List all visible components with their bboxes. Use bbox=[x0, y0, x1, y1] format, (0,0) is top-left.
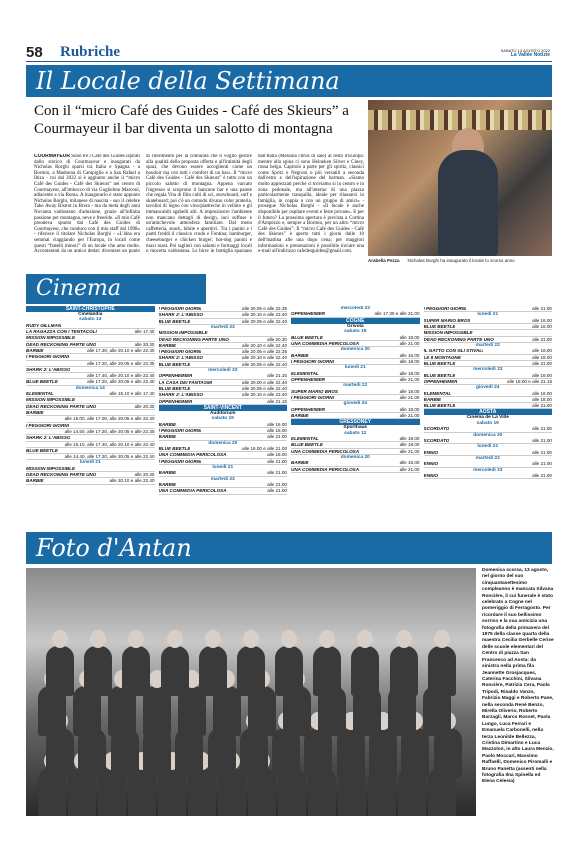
showtime: alle 16.00 bbox=[532, 390, 552, 396]
foto-caption: Domenica scorsa, 13 agosto, nel giorno del suo cinquantasettesimo compleanno è mancata Silvana Roncière, il cui funerale è stato celebrato a Cogne nel pomeriggio di Ferragosto. Per ricordare il suo bellissimo sorriso e la sua amicizia una fotografia della primavera del 1975 della classe quarta della maestra Cecilia Gerbelle Cerise delle scuole elementari del Centro di piazza San Francesco ad Aosta: da sinistra nella prima fila Jeannette Grosjacques, Caterina Facchini, Silvana Roncière, Patrizia Cera, Paola Tripodi, Rinaldo Vanzo, Fabrizio Maggi e Roberto Pane, nella seconda Renè Benzo, Mirella Oliverio, Roberto Barzagli, Marco Rosset, Paola Lungo, Luca Ferrari e Emanuela Carbonelli, nella terza Leonilde Bellezza, Cristina Dimartino e Luca Mazzolon, in alto Laura Menzio, Paolo Moccari, Massimo Raffaelli, Domenico Piromalli e Bruno Panetta (assenti nella fotografia Ilna Spinella ed Elena Celesia) bbox=[482, 568, 554, 785]
showtime: alle 18.00 bbox=[532, 396, 552, 402]
cinema-town: GRESSONEY bbox=[291, 419, 420, 425]
film-title: BLUE BEETLE bbox=[291, 334, 323, 340]
venue-name: Grivola bbox=[346, 323, 364, 329]
showtime: alle 21.00 bbox=[532, 336, 552, 342]
film-title: SCORDATO bbox=[423, 438, 450, 443]
child-figure bbox=[46, 646, 74, 696]
listing-column-3 bbox=[291, 306, 420, 528]
section-title: Rubriche bbox=[60, 44, 120, 60]
listing-day: martedì 22 bbox=[210, 324, 235, 330]
listing-day: lunedì 21 bbox=[79, 460, 101, 466]
showtime: alle 21.00 bbox=[532, 461, 552, 467]
listing-day: martedì 22 bbox=[475, 456, 500, 461]
film-title: ELEMENTAL bbox=[26, 391, 54, 397]
showtime: alle 20.10 e alle 22.40 bbox=[242, 312, 287, 318]
listing-day: sabato 19 bbox=[344, 329, 367, 335]
film-title: DEAD RECKONING PARTE UNO bbox=[26, 472, 97, 478]
child-figure bbox=[275, 646, 303, 696]
showtime: alle 20.00 e alle 22.40 bbox=[242, 379, 287, 385]
showtime: alle 16.00 bbox=[399, 460, 420, 466]
showtime: alle 17.30 e alle 21.00 bbox=[374, 311, 420, 317]
showtime: alle 21.00 bbox=[399, 448, 420, 454]
listing-day: martedì 22 bbox=[210, 476, 235, 482]
showtime: alle 17.20, alle 20.05 e alle 22.35 bbox=[87, 360, 155, 366]
showtime: alle 18.00 bbox=[399, 406, 420, 412]
listing-column-1 bbox=[26, 306, 155, 528]
showtime: alle 21.00 bbox=[532, 403, 552, 409]
film-title: SHARK 2: L'ABISSO bbox=[158, 355, 203, 361]
film-title: ELEMENTAL bbox=[291, 435, 319, 441]
film-title: BARBIE bbox=[158, 482, 177, 488]
showtime: alle 21.00 bbox=[399, 394, 420, 400]
showtime-row bbox=[424, 473, 553, 479]
showtime: alle 17.40 bbox=[134, 329, 155, 335]
showtime: alle 16.00 bbox=[532, 348, 552, 354]
showtime-row bbox=[26, 478, 155, 484]
listing-day: giovedì 24 bbox=[476, 385, 500, 391]
venue-name: Cinéma de La Ville bbox=[466, 415, 509, 421]
showtime: alle 18.00 bbox=[399, 435, 420, 441]
film-title: BARBIE bbox=[158, 470, 177, 476]
bottle-shelf bbox=[368, 110, 552, 130]
showtime: alle 21.00 bbox=[532, 438, 552, 443]
showtime: alle 16.00 bbox=[267, 421, 287, 427]
child-figure bbox=[237, 646, 265, 696]
child-face bbox=[167, 630, 183, 648]
listing-day: lunedì 21 bbox=[477, 312, 499, 318]
showtime: alle 21.00 bbox=[399, 466, 420, 472]
child-face bbox=[205, 630, 221, 648]
venue-name: Cinelandia bbox=[78, 312, 103, 317]
film-title: SHARK 2: L'ABISSO bbox=[158, 392, 203, 398]
film-title: UNA COMMEDIA PERICOLOSA bbox=[158, 488, 227, 494]
child-figure bbox=[161, 646, 189, 696]
cinema-town: COGNE bbox=[291, 318, 420, 324]
showtime: alle 15.00, alle 17.00, alle 20.05 e alle 22.40 bbox=[64, 416, 155, 422]
article-text: Sono tre i Café des Guides ispirati dallo storico di Courmayeur e inaugurati da Nicholas Borghi sparsi tra Italia e Spagna - a Bormio, a Madonna di Campiglio e a San Rafael a Ibiza - cui dal 2022 si è aggiunto anche il “micro Café des Guides - Café des Skieurs” nel centro di Courmayeur, all'imbocco di via Guglielmo Marconi, adiacente a via Roma. A inaugurarlo è stato appunto Nicholas Borghi, milanese di nascita - suo il celebre Take Away Bistrot in Brera - ma da metà degli anni Novanta valdostano d'adozione, grazie all'infinita passione per montagna, neve e freeride. «Il mio Café prendeva spunto dal Café des Guides di Courmayeur, che conduco con il mio staff dal 1998» - riferisce il titolare Nicholas Borghi - «L'idea era semmai viaggiando per l'Europa, in locali come questi “fratelli minori” di un locale che amo molto. Accontentati da un antico dettat: diventare un punto di riferimento per la comunità che li voglio gestire alla qualità della proposta offerta e all'intimità degli spazi, che devono essere accoglienti come un boudoir ma con tutti i comfort di un bar». Il “micro Café des Guides - Café des Skieurs” è tutto con un piccolo salotto di montagna. Appena varcato l'ingresso si scoprono il bancone bar e una parete che regala Vita di film culti di sci, snowboard, surf e skateboard; poi c'è un comodo divano color prateria, tavolini di legno con vino/piattreche in velluto e gli immancabili sgabelli alti. A impreziosire l'ambiente non mancano dettagli di design, luci soffuse e un'amichevole atmosfera familiare. Dal menu caffetteria, snack, bibite e aperitivi. Tra i panini e i piatti freddi il classico crudo e Fontina; hamburger, cheeseburger e chicken burger; hot-dog panini e maxi toast. Poi taglieri con salumi e formaggi locali o mocetta valdostana. Le birre in bottiglia spaziano dall'Italia (Messina citrus di sale) al resto d'Europa: mentre alla spina ci sono Heineken Silver e Ciney, rossa belga. Capitolo a parte per gli spiritz, classici come Spritz e Negroni o più versatili a seconda dall'estro e dell'ispirazione del barman. «Siamo molto apprezzati perché ci troviamo si in centro e in zona pedonale, ma all'interno di una piazza particolarmente tranquilla, ideale per rilassarsi in famiglia, in coppia o con un gruppo di amici» - prosegue Nicholas Borghi - «Il locale è anche disponibile per ospitare eventi e feste private». E per il futuro? La prossima apertura è prevista a Cortina d'Ampezzo e, sempre a Bormio, per un altro “micro Café des Guides”. Il “micro Café des Guides - Café des Skieurs” è aperto tutti i giorni dalle 10 dell'mattina alle una dopo cena; per maggiori informazioni e prenotazioni è possibile inviare una e-mail all'indirizzo cafedesguides@gmail.com. bbox=[34, 154, 364, 255]
film-title: SCORDATO bbox=[423, 426, 450, 432]
showtime: alle 18.00 bbox=[399, 388, 420, 394]
showtime: alle 20.30 bbox=[134, 403, 155, 409]
listing-day: domenica 20 bbox=[340, 454, 370, 460]
film-title: I PEGGIORI GIORNI bbox=[291, 394, 334, 400]
listing-day: sabato 19 bbox=[476, 420, 499, 426]
film-title: BLUE BEETLE bbox=[26, 379, 58, 385]
showtime: alle 20.10 e alle 22.40 bbox=[242, 342, 287, 348]
page-number: 58 bbox=[26, 44, 43, 61]
showtime: alle 18.00 bbox=[399, 334, 420, 340]
paper-name: La Vallée Notizie bbox=[510, 52, 550, 58]
film-title: OPPENHEIMER bbox=[158, 398, 193, 404]
showtime: alle 21.00 bbox=[267, 482, 287, 488]
photo-credit: Arabella Pezza bbox=[368, 258, 400, 263]
locale-headline: Con il “micro Café des Guides - Café des Skieurs” a Courmayeur il bar diventa un salotto di montagna bbox=[34, 103, 349, 137]
film-title: BLUE BEETLE bbox=[291, 442, 323, 448]
showtime: alle 16.00 e alle 21.00 bbox=[242, 446, 287, 452]
film-title: DEAD RECKONING PARTE UNO bbox=[26, 403, 97, 409]
person-body bbox=[438, 150, 498, 256]
film-title: BARBIE bbox=[158, 342, 177, 348]
film-title: BLUE BEETLE bbox=[423, 360, 456, 366]
film-title: BLUE BEETLE bbox=[158, 361, 191, 367]
showtime: alle 20.30 bbox=[267, 336, 287, 342]
film-title: RUDY GILLMAN bbox=[26, 322, 62, 328]
film-title: UNA COMMEDIA PERICOLOSA bbox=[291, 466, 360, 472]
film-title: I PEGGIORI GIORNI bbox=[158, 428, 202, 434]
listing-day: giovedì 24 bbox=[343, 401, 367, 407]
page-header bbox=[0, 0, 580, 61]
listing-day: mercoledì 23 bbox=[208, 368, 238, 374]
showtime: alle 14.50, alle 17.20, alle 20.05 e alle 22.35 bbox=[64, 428, 155, 434]
film-title: I PEGGIORI GIORNI bbox=[26, 422, 69, 428]
film-title: I PEGGIORI GIORNI bbox=[158, 306, 202, 311]
showtime: alle 18.00 bbox=[532, 324, 552, 329]
child-face bbox=[90, 630, 106, 648]
film-title: BARBIE bbox=[423, 396, 442, 402]
bar-photo bbox=[368, 100, 552, 256]
issue-date: SABATO 13 AGOSTO 2022 bbox=[500, 48, 550, 53]
film-title: MISSION IMPOSSIBLE bbox=[26, 397, 76, 403]
listing-day: lunedì 21 bbox=[344, 365, 366, 371]
film-title: MISSION IMPOSSIBLE bbox=[423, 330, 473, 336]
film-title: ELEMENTAL bbox=[423, 390, 452, 396]
showtime: alle 15.10, alle 17.40, alle 20.10 e alle 22.40 bbox=[64, 441, 155, 447]
film-title: BLUE BEETLE bbox=[158, 386, 191, 392]
listing-column-4 bbox=[424, 306, 553, 528]
child-face bbox=[319, 630, 335, 648]
child-face bbox=[243, 630, 259, 648]
film-title: UNA COMMEDIA PERICOLOSA bbox=[291, 340, 360, 346]
showtime: alle 14.40, alle 17.20, alle 20.05 e alle 22.40 bbox=[64, 454, 155, 460]
cinema-town: AOSTA bbox=[424, 409, 553, 415]
child-figure bbox=[199, 646, 227, 696]
showtime: alle 20.30 bbox=[134, 472, 155, 478]
film-title: BARBIE bbox=[26, 410, 44, 416]
listing-day: domenica 20 bbox=[473, 432, 503, 438]
showtime: alle 18.00 bbox=[267, 428, 287, 434]
showtime: alle 18.00 bbox=[267, 452, 287, 458]
film-title: SHARK 2: L'ABISSO bbox=[158, 312, 203, 318]
film-title: OPPENHEIMER bbox=[158, 373, 193, 379]
film-title: LE 8 MONTAGNE bbox=[423, 354, 461, 360]
listing-day: sabato 12 bbox=[344, 430, 367, 436]
cinema-band: Cinema bbox=[26, 274, 206, 304]
film-title: UNA COMMEDIA PERICOLOSA bbox=[291, 448, 360, 454]
child-figure bbox=[390, 646, 418, 696]
showtime: alle 21.00 bbox=[399, 376, 420, 382]
showtime: alle 16.00 bbox=[532, 317, 552, 323]
film-title: BLUE BEETLE bbox=[423, 403, 456, 409]
showtime: alle 20.10 e alle 22.40 bbox=[242, 392, 287, 398]
venue-name: Auditorium bbox=[209, 410, 236, 416]
film-title: OPPENHEIMER bbox=[291, 376, 325, 382]
listing-day: domenica 14 bbox=[75, 385, 105, 391]
child-face bbox=[281, 630, 297, 648]
cinema-town: SAINT-VINCENT bbox=[159, 405, 288, 411]
caption-text: Nicholas Borghi ha inaugurato il locale lo scorso anno bbox=[407, 258, 515, 263]
showtime: alle 20.10 e alle 22.40 bbox=[109, 478, 155, 484]
listing-day: mercoledì 23 bbox=[340, 306, 370, 311]
film-title: BARBIE bbox=[291, 412, 309, 418]
showtime: alle 20.05 e alle 22.40 bbox=[242, 361, 287, 367]
cinema-town: SAINT-CHRISTOPHE bbox=[26, 306, 155, 312]
child-figure bbox=[313, 646, 341, 696]
film-title: BLUE BEETLE bbox=[423, 372, 456, 378]
film-title: DEAD RECKONING PARTE UNO bbox=[26, 341, 97, 347]
film-title: DEAD RECKONING PARTE UNO bbox=[158, 336, 229, 342]
showtime: alle 18.00 bbox=[532, 354, 552, 360]
photo-caption bbox=[368, 258, 552, 263]
listing-day: lunedì 21 bbox=[477, 444, 499, 450]
film-title: ENNIO bbox=[423, 449, 439, 455]
film-title: I PEGGIORI GIORNI bbox=[423, 306, 467, 311]
showtime: alle 15.10 e alle 17.40 bbox=[109, 391, 155, 397]
showtime: alle 16.00 bbox=[532, 372, 552, 378]
film-title: BARBIE bbox=[158, 421, 177, 427]
showtime: alle 21.00 bbox=[532, 306, 552, 311]
showtime: alle 17.30, alle 20.10 e alle 22.40 bbox=[87, 348, 155, 353]
listing-day: martedì 22 bbox=[343, 383, 368, 389]
film-title: BARBIE bbox=[158, 434, 177, 440]
showtime: alle 21.00 bbox=[267, 434, 287, 440]
child-figure bbox=[122, 646, 150, 696]
film-title: SUPER MARIO BROS bbox=[291, 388, 338, 394]
film-title: I PEGGIORI GIORNI bbox=[158, 458, 202, 464]
showtime: alle 16.00 bbox=[399, 352, 420, 358]
showtime: alle 21.00 bbox=[399, 340, 420, 346]
film-title: BARBIE bbox=[26, 478, 44, 484]
showtime: alle 21.00 bbox=[399, 412, 420, 418]
locale-band: Il Locale della Settimana bbox=[26, 65, 552, 97]
listing-day: mercoledì 23 bbox=[473, 467, 503, 473]
film-title: I PEGGIORI GIORNI bbox=[26, 354, 69, 360]
film-title: SHARK 2: L'ABISSO bbox=[26, 366, 71, 372]
venue-name: Sporthaus bbox=[343, 425, 368, 431]
showtime: alle 21.00 bbox=[267, 458, 287, 464]
child-face bbox=[396, 630, 412, 648]
showtime: alle 20.10 e alle 22.40 bbox=[242, 355, 287, 361]
showtime: alle 20.30 bbox=[134, 341, 155, 347]
film-title: I PEGGIORI GIORNI bbox=[291, 358, 334, 364]
film-title: OPPENHEIMER bbox=[291, 406, 325, 412]
film-title: IL GATTO CON GLI STIVALI bbox=[423, 348, 484, 354]
child-face bbox=[52, 630, 68, 648]
showtime: alle 18.00 bbox=[399, 358, 420, 364]
class-photo bbox=[26, 568, 476, 816]
film-title: BLUE BEETLE bbox=[158, 318, 191, 324]
showtime: alle 21.00 bbox=[267, 488, 287, 494]
film-title: OPPENHEIMER bbox=[291, 311, 325, 317]
listing-day: domenica 20 bbox=[340, 347, 370, 353]
issue-info bbox=[501, 48, 550, 58]
showtime: alle 21.00 bbox=[532, 473, 552, 479]
film-title: MISSION IMPOSSIBLE bbox=[158, 330, 208, 336]
film-title: LA RAGAZZA CON I TENTACOLI bbox=[26, 329, 97, 335]
film-title: BARBIE bbox=[291, 460, 309, 466]
showtime: alle 18.00 bbox=[399, 370, 420, 376]
film-title: BLUE BEETLE bbox=[158, 446, 191, 452]
film-title: OPPENHEIMER bbox=[423, 378, 458, 384]
film-title: DEAD RECKONING PARTE UNO bbox=[423, 336, 494, 342]
locale-article bbox=[34, 154, 364, 264]
film-title: LA CASA DEI FANTASMI bbox=[158, 379, 212, 385]
listing-day: martedì 22 bbox=[475, 342, 500, 348]
listing-day: sabato 19 bbox=[211, 416, 234, 422]
listing-day: lunedì 21 bbox=[212, 464, 234, 470]
showtime: alle 17.20, alle 20.05 e alle 22.40 bbox=[87, 379, 155, 385]
child-figure bbox=[84, 646, 112, 696]
showtime: alle 20.05 e alle 22.40 bbox=[242, 318, 287, 324]
film-title: SUPER MARIO BROS bbox=[423, 317, 471, 323]
cinema-listings bbox=[26, 306, 552, 528]
film-title: ENNIO bbox=[423, 473, 439, 479]
film-title: MISSION IMPOSSIBLE bbox=[26, 335, 76, 341]
child-face bbox=[128, 630, 144, 648]
listing-day: mercoledì 23 bbox=[473, 367, 503, 373]
child-face bbox=[434, 630, 450, 648]
showtime: alle 18.00 e alle 21.15 bbox=[507, 378, 552, 384]
film-title: SHARK 2: L'ABISSO bbox=[26, 435, 71, 441]
child-figure bbox=[428, 646, 456, 696]
showtime: alle 18.00 bbox=[399, 442, 420, 448]
film-title: BARBIE bbox=[291, 352, 309, 358]
film-title: BLUE BEETLE bbox=[26, 447, 58, 453]
listing-day: sabato 13 bbox=[79, 317, 102, 323]
header-rule bbox=[26, 61, 552, 62]
showtime: alle 20.05 e alle 22.40 bbox=[242, 386, 287, 392]
showtime-row bbox=[291, 467, 420, 473]
film-title: BARBIE bbox=[26, 348, 44, 353]
listing-column-2 bbox=[159, 306, 288, 528]
film-title: ELEMENTAL bbox=[291, 370, 319, 376]
showtime: alle 20.05 e alle 22.35 bbox=[242, 349, 287, 355]
showtime: alle 21.00 bbox=[267, 470, 287, 476]
child-figure bbox=[351, 646, 379, 696]
showtime: alle 21.00 bbox=[532, 426, 552, 432]
dateline: COURMAYEUR bbox=[34, 154, 70, 159]
foto-band: Foto d'Antan bbox=[26, 532, 552, 564]
showtime: alle 17.40, alle 20.10 e alle 22.40 bbox=[87, 373, 155, 379]
showtime-row bbox=[159, 488, 288, 494]
showtime: alle 21.15 bbox=[267, 373, 287, 379]
film-title: I PEGGIORI GIORNI bbox=[158, 349, 202, 355]
showtime: alle 21.00 bbox=[532, 449, 552, 455]
child-face bbox=[357, 630, 373, 648]
film-title: UNA COMMEDIA PERICOLOSA bbox=[158, 452, 227, 458]
film-title: MISSION IMPOSSIBLE bbox=[26, 465, 76, 471]
film-title: ENNIO bbox=[423, 461, 439, 467]
showtime: alle 20.05 e alle 22.35 bbox=[242, 306, 287, 311]
showtime: alle 21.15 bbox=[267, 398, 287, 404]
showtime: alle 21.00 bbox=[532, 360, 552, 366]
film-title: BLUE BEETLE bbox=[423, 324, 456, 329]
listing-day: domenica 20 bbox=[208, 440, 238, 446]
